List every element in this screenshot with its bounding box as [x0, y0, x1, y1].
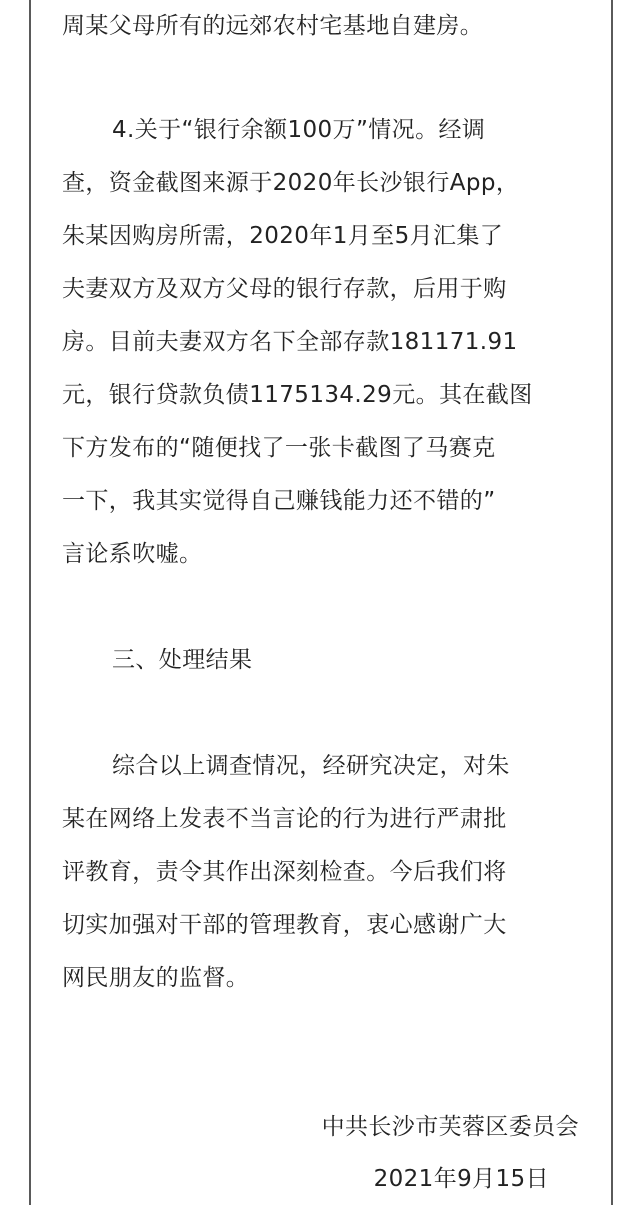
text-line: 下方发布的“随便找了一张卡截图了马赛克: [62, 435, 496, 461]
text-line: 综合以上调查情况，经研究决定，对朱: [112, 753, 510, 779]
text-line: 元，银行贷款负债1175134.29元。其在截图: [62, 382, 533, 408]
text-line: 某在网络上发表不当言论的行为进行严肃批: [62, 806, 507, 832]
text-line: 周某父母所有的远郊农村宅基地自建房。: [62, 13, 484, 39]
paragraph-gap: [62, 53, 582, 106]
text-line: 一下，我其实觉得自己赚钱能力还不错的”: [62, 488, 496, 514]
paragraph-gap: [62, 687, 582, 740]
section-heading: 三、处理结果: [112, 647, 253, 673]
text-line: 切实加强对干部的管理教育，衷心感谢广大: [62, 912, 507, 938]
text-line: 言论系吹嘘。: [62, 541, 203, 567]
signature-organization: 中共长沙市芙蓉区委员会: [321, 1114, 579, 1140]
text-line: 朱某因购房所需，2020年1月至5月汇集了: [62, 223, 504, 249]
text-line: 夫妻双方及双方父母的银行存款，后用于购: [62, 276, 507, 302]
text-line: 评教育，责令其作出深刻检查。今后我们将: [62, 859, 507, 885]
text-line: 房。目前夫妻双方名下全部存款181171.91: [62, 329, 518, 355]
paragraph-bank-balance: [62, 104, 582, 581]
text-line: 4.关于“银行余额100万”情况。经调: [112, 117, 486, 143]
text-line: 查，资金截图来源于2020年长沙银行App，: [62, 170, 520, 196]
signature-date: 2021年9月15日: [373, 1166, 549, 1192]
document-body: [62, 0, 582, 1005]
paragraph-result: [62, 740, 582, 1005]
paragraph-gap: [62, 581, 582, 634]
paragraph-top: [62, 0, 582, 53]
text-line: 网民朋友的监督。: [62, 965, 250, 991]
